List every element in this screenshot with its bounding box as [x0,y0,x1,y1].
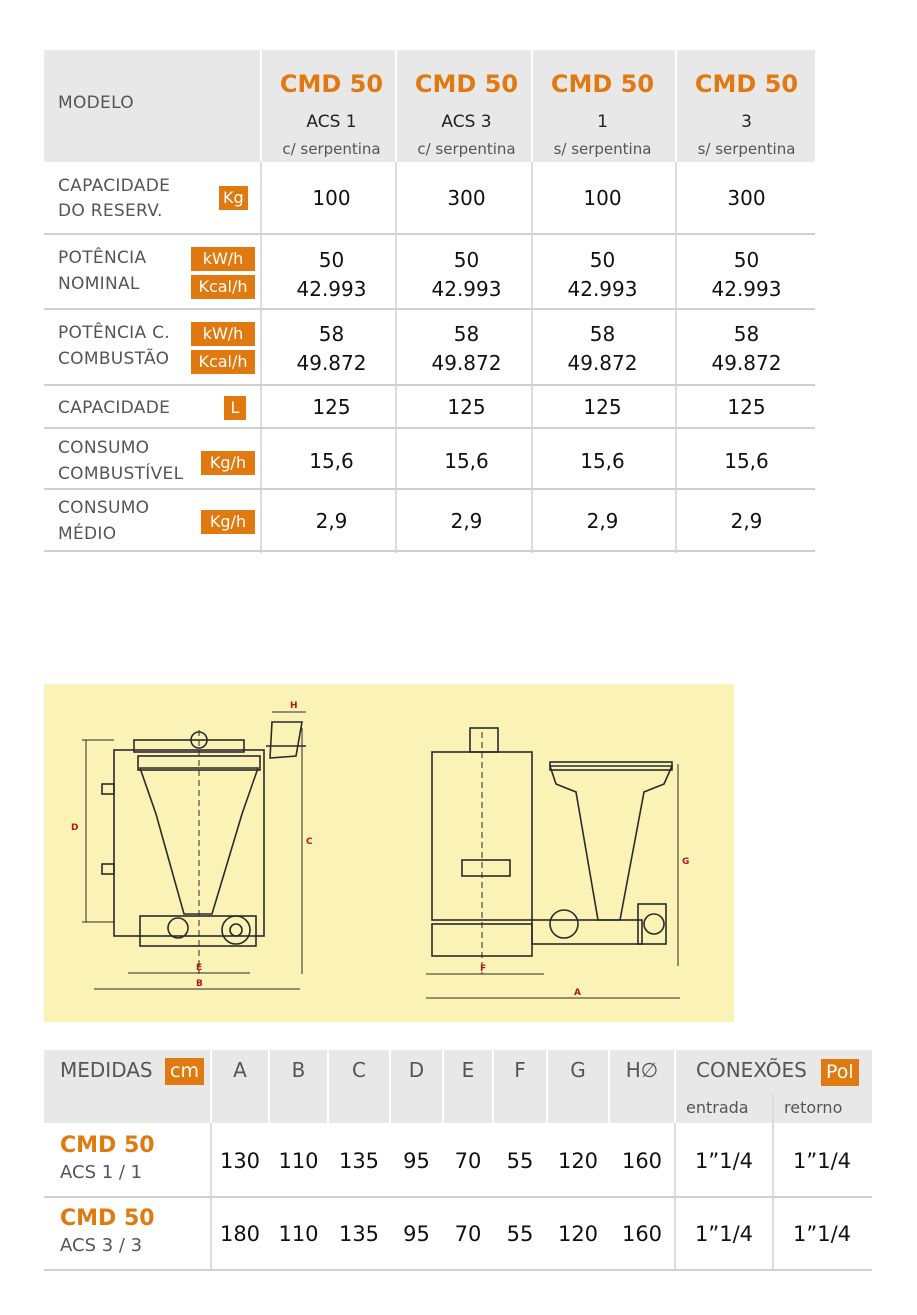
cell-value: 120 [557,1222,599,1246]
row-divider [44,1269,872,1271]
cell-value: 120 [557,1149,599,1173]
cell-value: 58 [733,322,760,346]
column-name: CMD 50 [414,70,519,98]
cell-value: 1”1/4 [694,1222,754,1246]
column-header: F [514,1058,526,1082]
cell-value: 130 [219,1149,261,1173]
header-divider [260,50,262,162]
cell-value: 70 [454,1149,482,1173]
boiler-dimension-drawing [44,684,734,1022]
technical-drawing [44,684,734,1022]
cell-value: 49.872 [567,351,638,375]
dimension-letter: D [71,823,79,833]
cell-value: 42.993 [711,277,782,301]
chimney [270,722,302,758]
cell-value: 2,9 [315,509,348,533]
column-header: H∅ [625,1058,659,1082]
column-header: D [408,1058,425,1082]
burner [140,916,256,946]
unit-badge: Kg [219,186,248,210]
dimension-letter: A [574,988,581,998]
row-divider [44,308,815,310]
cell-value: 110 [278,1149,319,1173]
row-divider [44,427,815,429]
cell-value: 58 [589,322,616,346]
cell-value: 15,6 [309,449,354,473]
header-divider [395,50,397,162]
cell-value: 15,6 [724,449,769,473]
cell-value: 95 [403,1222,430,1246]
cell-value: 58 [318,322,345,346]
cell-value: 49.872 [711,351,782,375]
cell-value: 42.993 [296,277,367,301]
dimension-letter: C [306,837,313,847]
model-variant: ACS 3 / 3 [60,1235,143,1256]
cell-value: 50 [589,248,616,272]
cell-value: 135 [338,1149,380,1173]
model-variant: ACS 1 / 1 [60,1162,143,1183]
entrada-label: entrada [686,1098,749,1117]
row-label: CAPACIDADE [58,176,171,196]
row-divider [44,488,815,490]
unit-badge: cm [165,1058,204,1085]
column-name: CMD 50 [550,70,655,98]
cell-value: 15,6 [580,449,625,473]
unit-badge: Kg/h [201,451,255,475]
modelo-label: MODELO [58,93,134,113]
cell-value: 42.993 [431,277,502,301]
unit-badge: L [224,396,246,420]
column-name: CMD 50 [694,70,799,98]
cell-value: 70 [454,1222,482,1246]
unit-badge: kW/h [191,322,255,346]
medidas-label: MEDIDAS [60,1058,153,1082]
column-name: CMD 50 [279,70,384,98]
cell-value: 100 [583,186,622,210]
column-note: s/ serpentina [697,140,796,158]
dimension-letter: H [290,701,298,711]
cell-value: 110 [278,1222,319,1246]
column-note: c/ serpentina [417,140,516,158]
cell-value: 1”1/4 [792,1222,852,1246]
column-sub: ACS 1 [306,112,357,132]
cell-value: 95 [403,1149,430,1173]
cell-value: 2,9 [586,509,619,533]
cell-value: 300 [727,186,766,210]
column-header: A [233,1058,247,1082]
unit-badge: kW/h [191,247,255,271]
row-label: COMBUSTÃO [58,349,170,369]
cell-value: 125 [583,395,622,419]
column-header: C [352,1058,366,1082]
retorno-label: retorno [784,1098,843,1117]
unit-badge: Pol [821,1059,859,1086]
cell-value: 2,9 [730,509,763,533]
cell-value: 125 [312,395,351,419]
column-header: G [570,1058,586,1082]
unit-badge: Kcal/h [191,275,255,299]
conexoes-label: CONEXÕES [696,1058,807,1082]
column-header: B [291,1058,306,1082]
cell-value: 58 [453,322,480,346]
cell-value: 1”1/4 [792,1149,852,1173]
header-divider [531,50,533,162]
spec-table [44,50,815,553]
model-name: CMD 50 [60,1206,155,1231]
cell-value: 300 [447,186,486,210]
cell-value: 100 [312,186,351,210]
cell-value: 160 [621,1149,663,1173]
column-note: c/ serpentina [282,140,381,158]
cell-value: 50 [453,248,480,272]
dimension-letter: G [682,857,690,867]
unit-badge: Kg/h [201,510,255,534]
column-sub: ACS 3 [441,112,492,132]
row-label: DO RESERV. [58,201,163,221]
cell-value: 49.872 [431,351,502,375]
cell-value: 55 [506,1222,534,1246]
cell-value: 42.993 [567,277,638,301]
cell-value: 15,6 [444,449,489,473]
row-label: CONSUMO [58,438,150,458]
cell-value: 180 [219,1222,261,1246]
column-sub: 1 [597,112,608,132]
column-sub: 3 [741,112,752,132]
row-divider [44,384,815,386]
row-label: POTÊNCIA C. [58,323,170,343]
model-name: CMD 50 [60,1133,155,1158]
column-header: E [461,1058,475,1082]
row-label: POTÊNCIA [58,248,147,268]
row-label: MÉDIO [58,524,117,544]
cell-value: 1”1/4 [694,1149,754,1173]
column-note: s/ serpentina [553,140,652,158]
cell-value: 135 [338,1222,380,1246]
dimensions-table [44,1050,872,1272]
dimension-letter: B [196,979,203,989]
row-divider [44,233,815,235]
cell-value: 50 [733,248,760,272]
dimension-letter: E [196,963,203,973]
dimension-letter: F [480,964,487,974]
row-divider [44,1196,872,1198]
cell-value: 50 [318,248,345,272]
cell-value: 49.872 [296,351,367,375]
cell-value: 2,9 [450,509,483,533]
row-divider [44,550,815,552]
side-hopper [550,766,672,920]
cell-value: 160 [621,1222,663,1246]
row-label: CONSUMO [58,498,150,518]
row-label: COMBUSTÍVEL [58,464,184,484]
cell-value: 125 [727,395,766,419]
cell-value: 55 [506,1149,534,1173]
unit-badge: Kcal/h [191,350,255,374]
cell-value: 125 [447,395,486,419]
boiler-body [114,750,264,936]
row-label: NOMINAL [58,274,140,294]
row-label: CAPACIDADE [58,398,171,418]
header-divider [675,50,677,162]
